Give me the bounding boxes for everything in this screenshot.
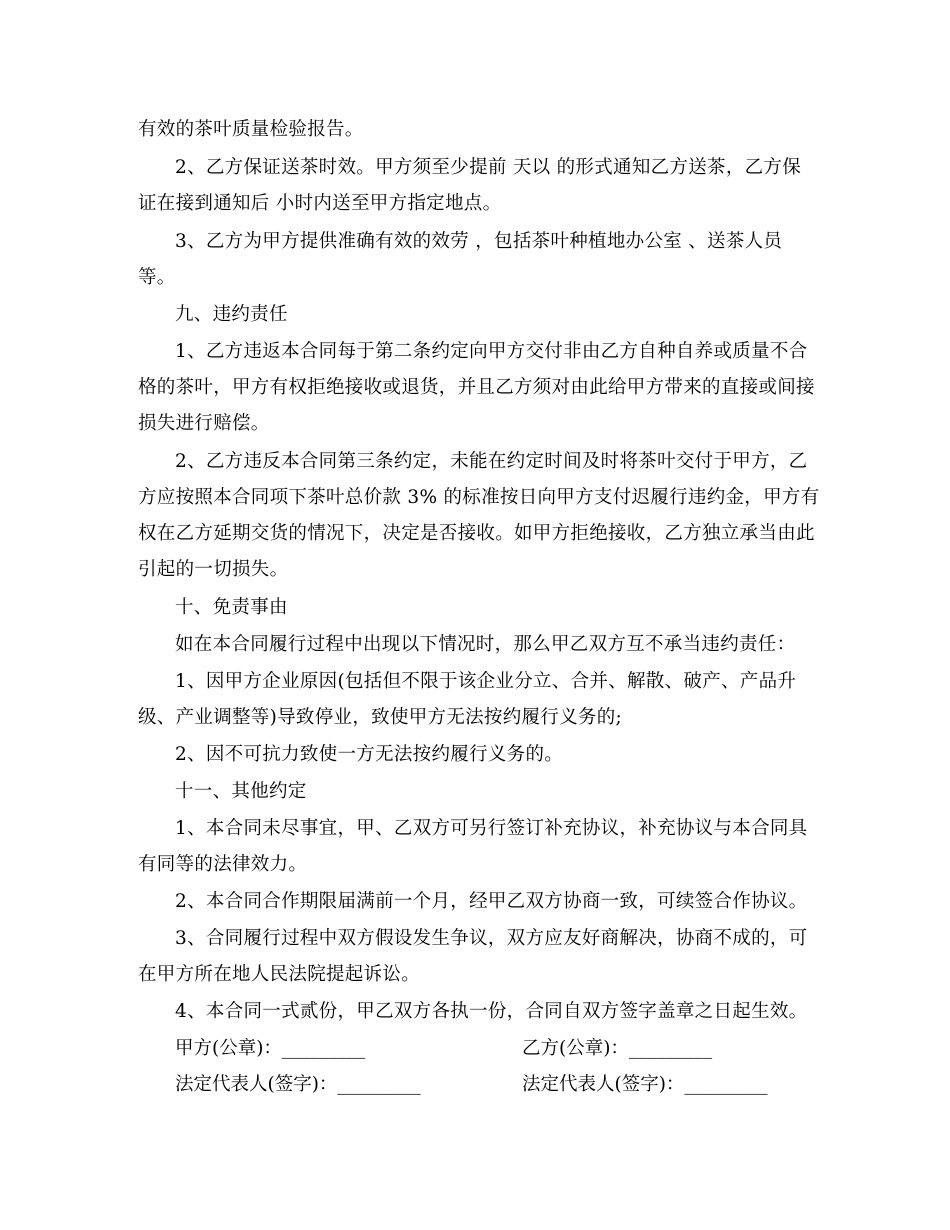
section-heading-other: 十一、其他约定 bbox=[175, 781, 307, 802]
section-heading-breach: 九、违约责任 bbox=[175, 304, 288, 325]
paragraph-line: 1、本合同未尽事宜，甲、乙双方可另行签订补充协议，补充协议与本合同具 bbox=[175, 818, 808, 839]
paragraph-line: 方应按照本合同项下茶叶总价款 3% 的标准按日向甲方支付迟履行违约金，甲方有 bbox=[138, 487, 820, 508]
paragraph-line: 级、产业调整等)导致停业，致使甲方无法按约履行义务的; bbox=[138, 707, 623, 728]
paragraph-line: 在甲方所在地人民法院提起诉讼。 bbox=[138, 964, 421, 985]
paragraph-line: 3、乙方为甲方提供准确有效的效劳 ，包括茶叶种植地办公室 、送茶人员 bbox=[175, 231, 783, 252]
party-a-representative-field: 法定代表人(签字)：_________ bbox=[175, 1074, 421, 1095]
paragraph-line: 3、合同履行过程中双方假设发生争议，双方应友好商解决，协商不成的，可 bbox=[175, 928, 808, 949]
paragraph-line: 2、乙方违反本合同第三条约定，未能在约定时间及时将茶叶交付于甲方，乙 bbox=[175, 451, 808, 472]
paragraph-line: 2、乙方保证送茶时效。甲方须至少提前 天以 的形式通知乙方送茶，乙方保 bbox=[175, 157, 802, 178]
paragraph-line: 2、因不可抗力致使一方无法按约履行义务的。 bbox=[175, 744, 564, 765]
paragraph-line: 权在乙方延期交货的情况下，决定是否接收。如甲方拒绝接收，乙方独立承当由此 bbox=[138, 523, 815, 544]
paragraph-line: 引起的一切损失。 bbox=[138, 559, 289, 580]
section-heading-exemption: 十、免责事由 bbox=[175, 597, 288, 618]
paragraph-line: 1、乙方违返本合同每于第二条约定向甲方交付非由乙方自种自养或质量不合 bbox=[175, 341, 808, 362]
party-b-seal-field: 乙方(公章)：_________ bbox=[522, 1038, 713, 1059]
paragraph-line: 4、本合同一式贰份，甲乙双方各执一份，合同自双方签字盖章之日起生效。 bbox=[175, 1001, 808, 1022]
party-b-representative-field: 法定代表人(签字)：_________ bbox=[522, 1074, 768, 1095]
paragraph-line: 有同等的法律效力。 bbox=[138, 854, 308, 875]
paragraph-line: 如在本合同履行过程中出现以下情况时，那么甲乙双方互不承当违约责任： bbox=[175, 634, 796, 655]
paragraph-line: 有效的茶叶质量检验报告。 bbox=[138, 119, 364, 140]
paragraph-line: 等。 bbox=[138, 267, 176, 288]
paragraph-line: 格的茶叶，甲方有权拒绝接收或退货，并且乙方须对由此给甲方带来的直接或间接 bbox=[138, 377, 815, 398]
paragraph-line: 1、因甲方企业原因(包括但不限于该企业分立、合并、解散、破产、产品升 bbox=[175, 671, 797, 692]
paragraph-line: 2、本合同合作期限届满前一个月，经甲乙双方协商一致，可续签合作协议。 bbox=[175, 891, 808, 912]
paragraph-line: 证在接到通知后 小时内送至甲方指定地点。 bbox=[138, 193, 502, 214]
paragraph-line: 损失进行赔偿。 bbox=[138, 413, 270, 434]
party-a-seal-field: 甲方(公章)：_________ bbox=[175, 1038, 366, 1059]
